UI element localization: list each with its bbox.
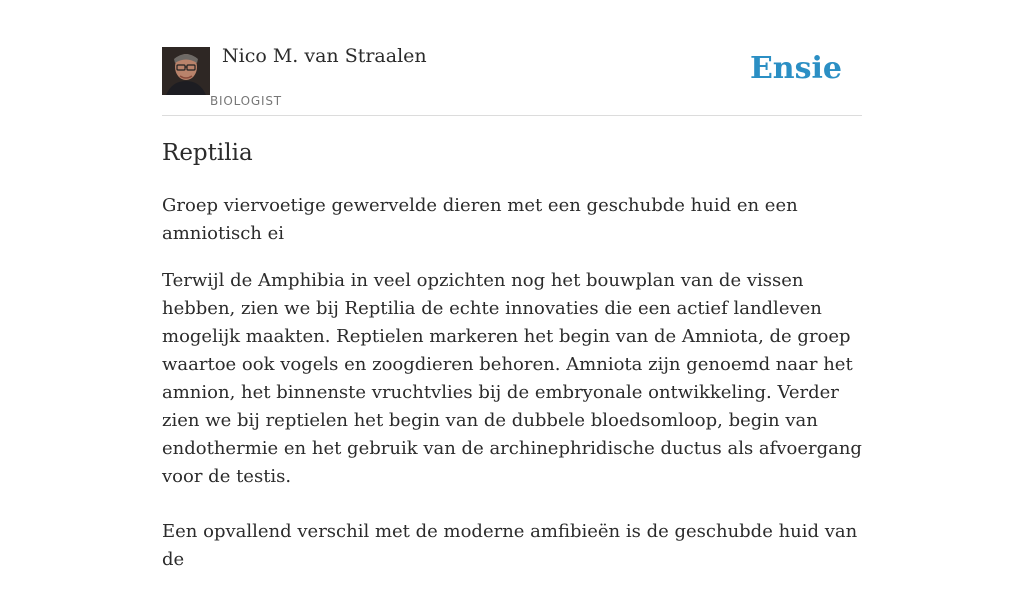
author-name[interactable]: Nico M. van Straalen	[222, 45, 427, 67]
author-role: BIOLOGIST	[210, 94, 282, 108]
author-header	[162, 0, 862, 116]
article-card	[162, 0, 862, 570]
article-summary: Groep viervoetige gewervelde dieren met een geschubde huid en een amniotisch ei	[162, 195, 798, 244]
brand-logo[interactable]: Ensie	[749, 51, 842, 86]
body-paragraph: Terwijl de Amphibia in veel opzichten nog het bouwplan van de vissen hebben, zien we bij Reptilia de echte innovaties die een actief landleven mogelijk maakten. Reptielen markeren het begin van de Amniota, de groep waartoe ook vogels en zoogdieren behoren. Amniota zijn genoemd naar het amnion, het binnenste vruchtvlies bij de embryonale ontwikkeling. Verder zien we bij reptielen het begin van de dubbele bloedsomloop, begin van endothermie en het gebruik van de archinephridische ductus als afvoergang voor de testis.	[162, 270, 862, 487]
page-title: Reptilia	[162, 140, 253, 166]
author-portrait-icon	[162, 47, 210, 95]
author-avatar[interactable]	[162, 47, 210, 95]
body-paragraph: Een opvallend verschil met de moderne amfibieën is de geschubde huid van de	[162, 521, 858, 570]
article-body	[162, 267, 862, 601]
